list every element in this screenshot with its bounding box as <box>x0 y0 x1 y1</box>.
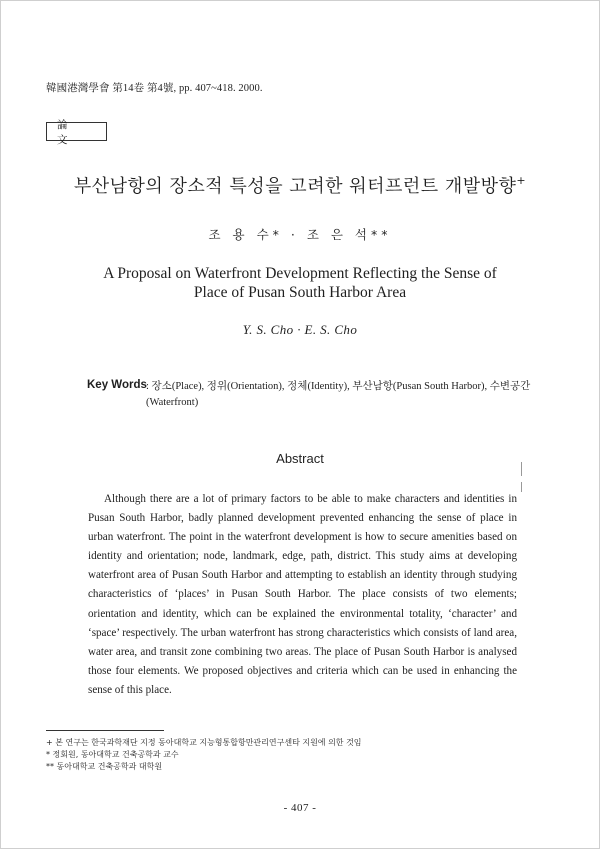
footnote-funding: + 본 연구는 한국과학재단 지정 동아대학교 지능형통합항만관리연구센타 지원에 의한 것임 <box>46 738 362 747</box>
margin-mark <box>521 462 522 476</box>
english-title <box>60 264 540 302</box>
korean-title <box>0 172 600 198</box>
english-title-line-2: Place of Pusan South Harbor Area <box>193 284 407 301</box>
english-authors: Y. S. Cho · E. S. Cho <box>242 322 358 337</box>
english-title-line-1: A Proposal on Waterfront Development Reflecting the Sense of <box>103 265 497 282</box>
footnotes <box>46 737 362 773</box>
title-footnote-mark: + <box>516 174 527 187</box>
keywords-label: Key Words <box>87 379 147 391</box>
margin-mark <box>521 482 522 492</box>
keywords-text: : 장소(Place), 정위(Orientation), 정체(Identity), 부산남항(Pusan South Harbor), 수변공간(Waterfront) <box>146 381 531 408</box>
abstract-body <box>88 490 517 700</box>
footnote-author-2: ** 동아대학교 건축공학과 대학원 <box>46 762 163 771</box>
article-type-label: 論 文 <box>46 122 107 141</box>
journal-citation: 韓國港灣學會 第14卷 第4號, pp. 407~418. 2000. <box>46 83 263 94</box>
footnote-divider <box>46 730 164 731</box>
abstract-heading: Abstract <box>276 451 324 466</box>
korean-authors: 조 용 수* · 조 은 석** <box>208 227 392 242</box>
footnote-author-1: * 정회원, 동아대학교 건축공학과 교수 <box>46 750 179 759</box>
page-number: - 407 - <box>283 802 317 814</box>
abstract-paragraph: Although there are a lot of primary factors to be able to make characters and identities in Pusan South Harbor, badly planned development prevented enhancing the sense of place in urban waterfront. The point in the waterfront development is how to secure amenities based on identity and orientation; node, landmark, edge, path, district. This study aims at developing waterfront area of Pusan South Harbor and attempting to establish an identity through studying characteristics of ‘places’ in Pusan South Harbor. The place consists of two elements; orientation and identity, which can be explained the environmental totality, ‘character’ and ‘space’ respectively. The urban waterfront has strong characteristics which consists of land area, water area, and transit zone combining two areas. The place of Pusan South Harbor is analysed those four elements. We proposed objectives and criteria which can be used in enhancing the sense of this place. <box>88 493 517 696</box>
korean-title-text: 부산남항의 장소적 특성을 고려한 워터프런트 개발방향 <box>73 176 517 197</box>
